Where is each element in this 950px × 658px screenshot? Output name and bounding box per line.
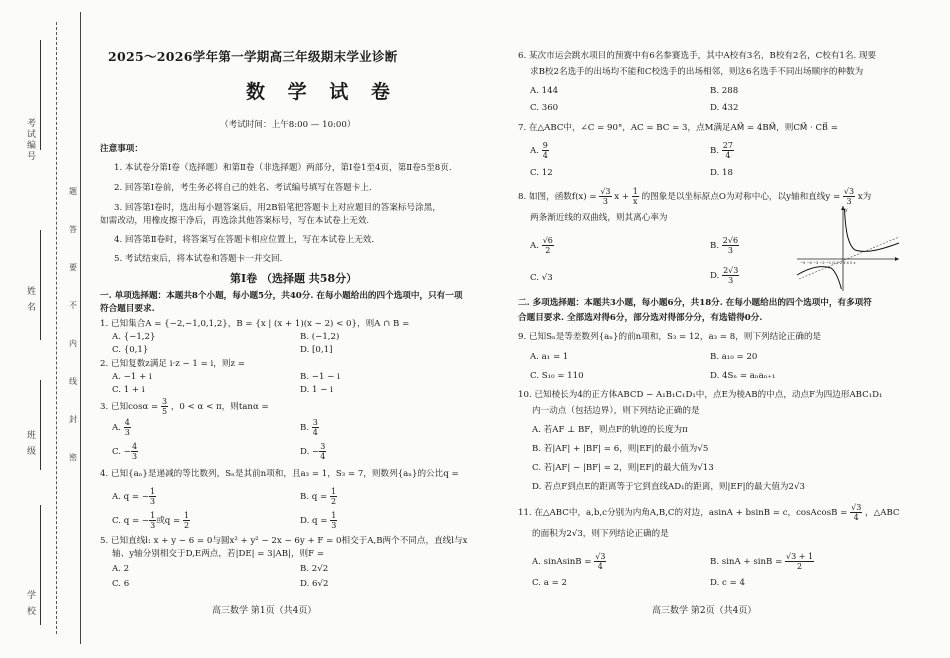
q6-option-d: D. 432 [710,103,739,113]
q5-option-b: B. 2√2 [300,564,329,574]
school-field[interactable] [40,505,41,625]
q10-option-a: A. 若AF ⊥ BF，则点F的轨迹的长度为π [532,425,688,435]
asymptote-line [799,237,899,279]
exam-no-field[interactable] [40,40,41,150]
q11-option-b: B. sinA + sinB = $\frac{√3 + 1}{2}$ [710,552,814,571]
question-3-stem: 3. 已知cosα = $\frac{3}{5}$ ，0 < α < π，则tanα = [100,397,269,416]
q6-option-b: B. 288 [710,86,739,96]
x-tick-labels: −5 −4 −3 −2 −1 O 1 2 3 4 5 x [800,261,856,265]
right-column [518,0,933,658]
section2-heading: 二. 多项选择题：本题共3小题，每小题6分，共18分. 在每小题给出的四个选项中，有多项符 [518,298,872,308]
class-label: 班 级 [25,430,35,457]
seal-char: 答 [69,225,77,234]
question-10-stem: 10. 已知棱长为4的正方体ABCD − A₁B₁C₁D₁中，点E为棱AB的中点，动点F为四边形ABC₁D₁ [518,390,883,400]
exam-no-label: 考试编号 [25,118,35,162]
note-item: 3. 回答第Ⅰ卷时，选出每小题答案后，用2B铅笔把答题卡上对应题目的答案标号涂黑， [114,203,441,213]
section1-heading-cont: 符合题目要求. [100,304,155,314]
subject-title: 数 学 试 卷 [246,81,398,103]
q7-option-b: B. $\frac{27}{4}$ [710,141,733,160]
question-8-stem-cont: 两条渐近线的双曲线，则其离心率为 [530,213,668,223]
q8-option-c: C. √3 [530,273,553,283]
q6-option-a: A. 144 [530,86,559,96]
q7-option-a: A. $\frac{9}{4}$ [530,141,548,160]
q1-option-c: C. {0,1} [112,345,149,355]
q8-option-d: D. $\frac{2√3}{3}$ [710,266,739,285]
seal-char: 密 [69,453,77,462]
q5-option-a: A. 2 [112,564,130,574]
question-5-stem-cont: 轴、y轴分别相交于D,E两点，若|DE| = 3|AB|，则F = [112,549,325,559]
q1-option-a: A. {−1,2} [112,332,156,342]
q6-option-c: C. 360 [530,103,559,113]
hyperbola-branch-right [845,209,900,251]
q3-option-d: D. − $\frac{3}{4}$ [300,442,326,461]
q1-option-d: D. [0,1] [300,345,333,355]
q10-option-c: C. 若|AF| − |BF| = 2，则|EF|的最大值为√13 [532,463,714,473]
q3-option-c: C. − $\frac{4}{3}$ [112,442,138,461]
q2-option-d: D. 1 − i [300,385,333,395]
class-field[interactable] [40,380,41,470]
seal-char: 线 [69,377,77,386]
q8-option-a: A. $\frac{√6}{2}$ [530,236,553,255]
q10-option-b: B. 若|AF| + |BF| = 6，则|EF|的最小值为√5 [532,444,709,454]
q11-option-d: D. c = 4 [710,578,745,588]
question-4-stem: 4. 已知{aₙ}是递减的等比数列，Sₙ是其前n项和，且a₃ = 1，S₃ = 7，则数列{aₙ}的公比q = [100,469,459,479]
q11-option-c: C. a = 2 [532,578,567,588]
seal-char: 题 [69,187,77,196]
exam-time: （考试时间：上午8:00 — 10:00） [220,120,356,130]
q4-option-a: A. q = − $\frac{1}{3}$ [112,487,156,506]
margin-line [80,12,81,644]
note-item: 1. 本试卷分第Ⅰ卷（选择题）和第Ⅱ卷（非选择题）两部分，第Ⅰ卷1至4页，第Ⅱ卷5至8页. [114,163,452,173]
q7-option-d: D. 18 [710,168,733,178]
section2-heading-cont: 合题目要求. 全部选对得6分，部分选对得部分分，有选错得0分. [518,313,763,323]
q8-option-b: B. $\frac{2√6}{3}$ [710,236,739,255]
q2-option-c: C. 1 + i [112,385,145,395]
q9-option-c: C. S₁₀ = 110 [530,371,584,381]
q4-option-c: C. q = − $\frac{1}{3}$ 或q = $\frac{1}{2}$ [112,511,190,530]
seal-char: 要 [69,263,77,272]
q11-option-a: A. sinAsinB = $\frac{√3}{4}$ [532,552,606,571]
question-7-stem: 7. 在△ABC中，∠C = 90°，AC = BC = 3，点M满足AM⃗ = 4BM⃗，则CM⃗ · CB⃗ = [518,123,838,133]
x-axis-arrow-icon [895,257,899,261]
q10-option-d: D. 若点F到点E的距离等于它到直线AD₁的距离，则|EF|的最大值为2√3 [532,482,805,492]
binding-strip [0,0,82,658]
question-11-stem: 11. 在△ABC中，a,b,c分别为内角A,B,C的对边，asinA + bsinB = c，cosAcosB = $\frac{√3}{4}$ ，△ABC [518,503,900,522]
q7-option-c: C. 12 [530,168,553,178]
q3-option-b: B. $\frac{3}{4}$ [300,418,318,437]
note-item: 4. 回答第Ⅱ卷时，将答案写在答题卡相应位置上，写在本试卷上无效. [114,235,375,245]
seal-char: 封 [69,415,77,424]
page-footer-right: 高三数学 第2页（共4页） [652,606,757,616]
school-label: 学 校 [25,590,35,617]
page-footer-left: 高三数学 第1页（共4页） [212,606,317,616]
q5-option-d: D. 6√2 [300,579,329,589]
q1-option-b: B. (−1,2) [300,332,340,342]
q2-option-a: A. −1 + i [112,372,152,382]
q9-option-b: B. a₁₀ = 20 [710,352,758,362]
q3-option-a: A. $\frac{4}{3}$ [112,418,130,437]
question-6-stem: 6. 某次市运会跳水项目的预赛中有6名参赛选手，其中A校有3名，B校有2名，C校有1名. 现要 [518,51,877,61]
left-column [100,0,492,658]
question-1-stem: 1. 已知集合A = {−2,−1,0,1,2}，B = {x | (x + 1)(x − 2) < 0}，则A ∩ B = [100,319,410,329]
q2-option-b: B. −1 − i [300,372,340,382]
q4-option-d: D. q = $\frac{1}{3}$ [300,511,337,530]
exam-title: 2025～2026学年第一学期高三年级期末学业诊断 [108,49,398,64]
fraction: $\frac{3}{5}$ [162,397,168,416]
question-5-stem: 5. 已知直线l: x + y − 6 = 0与圆x² + y² − 2x − 6y + F = 0相交于A,B两个不同点，直线l与x [100,536,468,546]
q4-option-b: B. q = $\frac{1}{2}$ [300,487,337,506]
cut-line [56,22,57,634]
question-11-stem-cont: 的面积为2√3，则下列结论正确的是 [532,529,669,539]
note-item: 2. 回答第Ⅰ卷前，考生务必将自己的姓名、考试编号填写在答题卡上. [114,183,372,193]
question-2-stem: 2. 已知复数z满足 i·z − 1 = i，则z = [100,359,245,369]
question-10-stem-cont: 内一动点（包括边界），则下列结论正确的是 [532,406,700,416]
q9-option-d: D. 4Sₙ = aₙaₙ₊₁ [710,371,776,381]
seal-char: 不 [69,301,77,310]
hyperbola-branch-left [797,267,842,289]
name-field[interactable] [40,230,41,340]
part1-heading: 第Ⅰ卷 （选择题 共58分） [230,272,358,285]
note-item: 如需改动，用橡皮擦干净后，再选涂其他答案标号，写在本试卷上无效. [100,216,370,226]
hyperbola-graph [795,203,903,293]
question-8-stem: 8. 如图，函数f(x) = $\frac{√3}{3}$ x + $\frac{1}{x}$ 的图象是以坐标原点O为对称中心，以y轴和直线y = $\frac{√3}{3}$ x为 [518,187,872,206]
question-6-stem-cont: 求B校2名选手的出场均不能和C校选手的出场相邻，则这6名选手不同出场顺序的种数为 [530,67,864,77]
seal-char: 内 [69,339,77,348]
name-label: 姓 名 [25,286,35,313]
section1-heading: 一. 单项选择题：本题共8个小题，每小题5分，共40分. 在每小题给出的四个选项中，只有一项 [100,291,463,301]
notes-heading: 注意事项： [100,144,143,154]
question-9-stem: 9. 已知Sₙ是等差数列{aₙ}的前n项和，S₃ = 12，a₃ = 8，则下列结论正确的是 [518,332,822,342]
note-item: 5. 考试结束后，将本试卷和答题卡一并交回. [114,254,283,264]
q5-option-c: C. 6 [112,579,130,589]
q9-option-a: A. a₁ = 1 [530,352,569,362]
y-axis-label: y [845,208,848,213]
